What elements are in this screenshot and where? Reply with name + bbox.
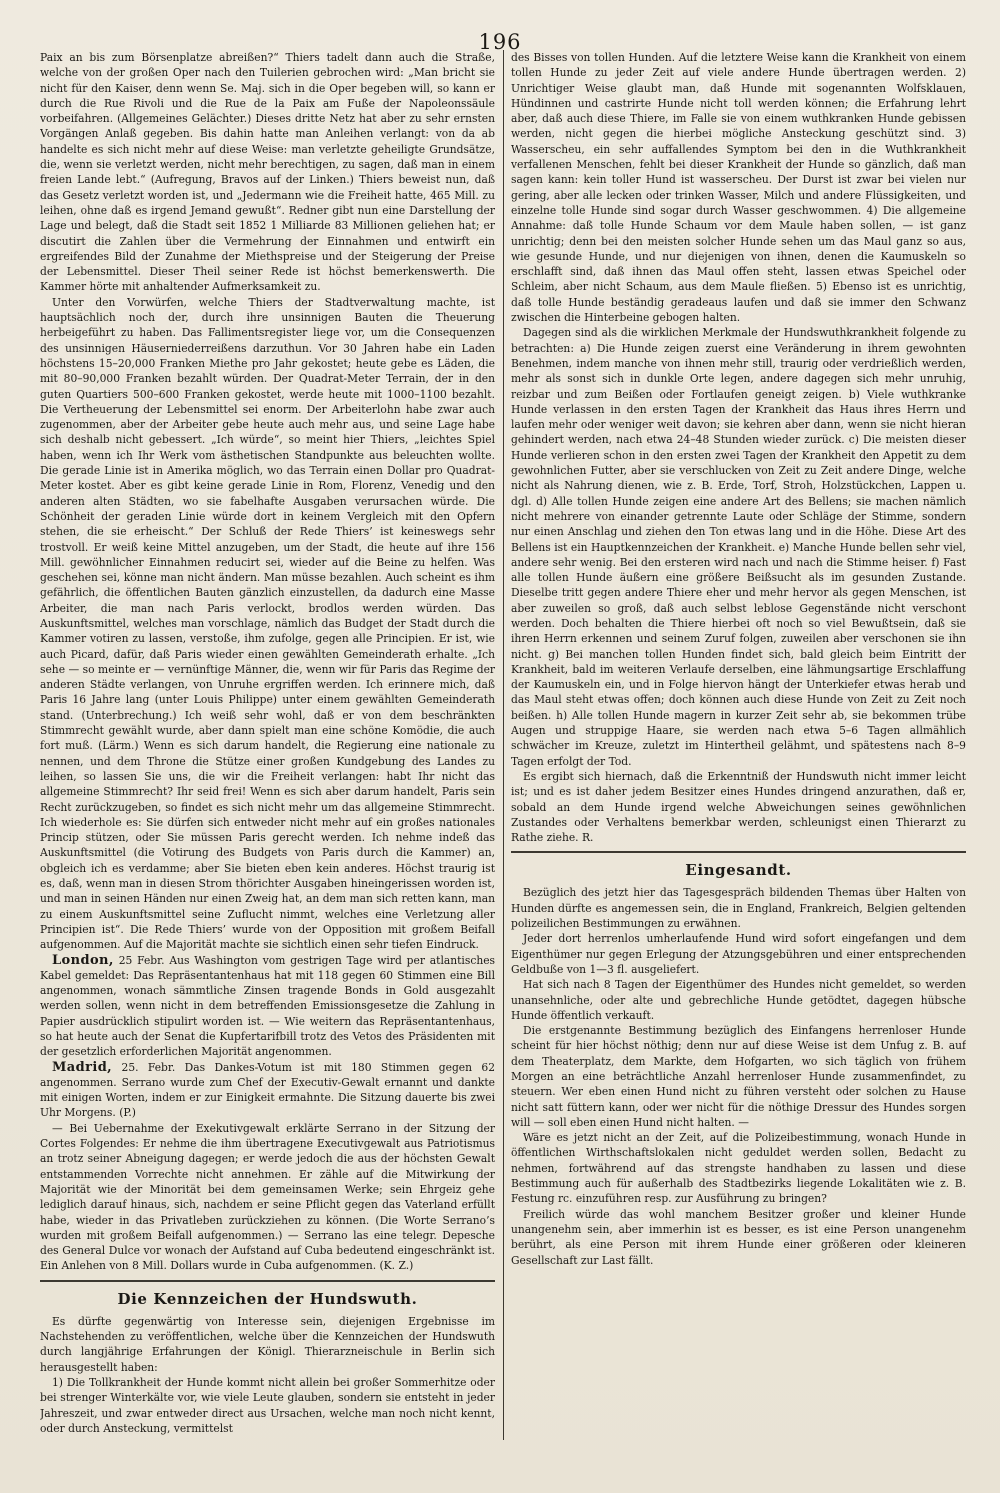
eingesandt-paragraph-5: Wäre es jetzt nicht an der Zeit, auf die Polizeibestimmung, wonach Hunde in öffentlichen Wirthschaftslokalen nicht geduldet werden sollen, Bedacht zu nehmen, fortwährend auf das strengste handhaben zu lassen und diese Bestimmung auch für außerhalb des Stadtbezirks liegende Lokalitäten wie z. B. Festung rc. einzuführen resp. zur Ausführung zu bringen?	[511, 1131, 966, 1206]
columns	[40, 50, 966, 1470]
london-dateline-city: London,	[52, 952, 114, 968]
london-dateline-date: 25 Febr.	[118, 953, 165, 967]
madrid-dateline-date: 25. Febr.	[121, 1060, 176, 1074]
article-heading-hundswuth: Die Kennzeichen der Hundswuth.	[117, 1289, 418, 1308]
london-report	[40, 953, 495, 1060]
page-number: 196	[478, 30, 522, 54]
serrano-paragraph: — Bei Uebernahme der Exekutivgewalt erklärte Serrano in der Sitzung der Cortes Folgendes: Er nehme die ihm übertragene Executivgewalt aus Patriotismus an trotz seiner Abneigung dagegen; er werde jedoch die aus der höchsten Gewalt entstammenden Vorrechte nicht annehmen. Er zähle auf die Mitwirkung der Majorität wie der Minorität bei dem gemeinsamen Werke; sein Ehrgeiz gehe lediglich darauf hinaus, sich, nachdem er seine Pflicht gegen das Vaterland erfüllt habe, wieder in das Privatleben zurückziehen zu können. (Die Worte Serrano’s wurden mit großem Beifall aufgenommen.) — Serrano las eine telegr. Depesche des General Dulce vor wonach der Aufstand auf Cuba bedeutend eingeschränkt ist. Ein Anlehen von 8 Mill. Dollars wurde in Cuba aufgenommen. (K. Z.)	[40, 1121, 495, 1273]
article-heading-eingesandt: Eingesandt.	[685, 861, 792, 880]
madrid-report	[40, 1060, 495, 1121]
madrid-dateline-city: Madrid,	[52, 1059, 113, 1075]
hundswuth-point-1: 1) Die Tollkrankheit der Hunde kommt nicht allein bei großer Sommerhitze oder bei strenger Winterkälte vor, wie viele Leute glauben, sondern sie entsteht in jeder Jahreszeit, und zwar entweder direct aus Ursachen, welche man noch nicht kennt, oder durch Ansteckung, vermittelst	[40, 1375, 495, 1435]
eingesandt-paragraph-3: Hat sich nach 8 Tagen der Eigenthümer des Hundes nicht gemeldet, so werden unansehnliche, oder alte und gebrechliche Hunde getödtet, dagegen hübsche Hunde öffentlich verkauft.	[511, 978, 966, 1022]
madrid-report-text: Das Dankes-Votum ist mit 180 Stimmen gegen 62 angenommen. Serrano wurde zum Chef der Executiv-Gewalt ernannt und dankte mit einigen Worten, indem er zur Einigkeit ermahnte. Die Sitzung dauerte bis zwei Uhr Morgens. (P.)	[40, 1060, 495, 1120]
section-divider	[40, 1280, 495, 1282]
eingesandt-paragraph-4: Die erstgenannte Bestimmung bezüglich des Einfangens herrenloser Hunde scheint für hier höchst nöthig; denn nur auf diese Weise ist dem Unfug z. B. auf dem Theaterplatz, dem Markte, dem Hofgarten, wo sich täglich von frühem Morgen an eine beträchtliche Anzahl herrenloser Hunde zusammenfindet, zu steuern. Wer eben einen Hund nicht zu führen versteht oder solchen zu Hause nicht satt füttern kann, oder wer nicht für die nöthige Dressur des Hundes sorgen will — soll eben einen Hund nicht halten. —	[511, 1024, 966, 1129]
thiers-criticism-paragraph: Unter den Vorwürfen, welche Thiers der Stadtverwaltung machte, ist hauptsächlich noch der, durch ihre unsinnigen Bauten die Theuerung herbeigeführt zu haben. Das Fallimentsregister liege vor, um die Consequenzen des unsinnigen Häuserniederreißens darzuthun. Vor 30 Jahren habe ein Laden höchstens 15–20,000 Franken Miethe pro Jahr gekostet; heute gebe es Läden, die mit 80–90,000 Franken bezahlt würden. Der Quadrat-Meter Terrain, der in den guten Quartiers 500–600 Franken gekostet, werde heute mit 1000–1100 bezahlt. Die Vertheuerung der Lebensmittel sei enorm. Der Arbeiterlohn habe zwar auch zugenommen, aber der Arbeiter gebe heute auch mehr aus, und seine Lage habe sich deshalb nicht gebessert. „Ich würde“, so meint hier Thiers, „leichtes Spiel haben, wenn ich Ihr Werk vom ästhetischen Standpunkte aus beleuchten wollte. Die gerade Linie ist in Amerika möglich, wo das Terrain einen Dollar pro Quadrat-Meter kostet. Aber es gibt keine gerade Linie in Rom, Florenz, Venedig und den anderen alten Städten, wo sie fabelhafte Ausgaben verursachen würde. Die Schönheit der geraden Linie würde dort in keinem Vergleich mit den Opfern stehen, die sie erheischt.“ Der Schluß der Rede Thiers’ ist keineswegs sehr trostvoll. Er weiß keine Mittel anzugeben, um der Stadt, die heute auf ihre 156 Mill. gewöhnlicher Einnahmen reducirt sei, wieder auf die Beine zu helfen. Was geschehen sei, könne man nicht ändern. Man müsse bezahlen. Auch scheint es ihm gefährlich, die öffentlichen Bauten gänzlich einzustellen, da dadurch eine Masse Arbeiter, die man nach Paris verlockt, brodlos werden würden. Das Auskunftsmittel, welches man vorschlage, nämlich das Budget der Stadt durch die Kammer votiren zu lassen, verstoße, ihm zufolge, gegen alle Principien. Er ist, wie auch Picard, dafür, daß Paris wieder einen gewählten Gemeinderath erhalte. „Ich sehe — so meinte er — vernünftige Männer, die, wenn wir für Paris das Regime der anderen Städte verlangen, von Unruhe ergriffen werden. Ich erinnere mich, daß Paris 16 Jahre lang (unter Louis Philippe) unter einem gewählten Gemeinderath stand. (Unterbrechung.) Ich weiß sehr wohl, daß er von dem beschränkten Stimmrecht gewählt wurde, aber dann spielt man eine schöne Komödie, die auch fort muß. (Lärm.) Wenn es sich darum handelt, die Regierung eine nationale zu nennen, und dem Throne die Stütze einer großen Kundgebung des Landes zu leihen, so lassen Sie uns, die wir die Freiheit verlangen: habt Ihr nicht das allgemeine Stimmrecht? Ihr seid frei! Wenn es sich aber darum handelt, Paris sein Recht zurückzugeben, so findet es sich nicht mehr um das allgemeine Stimmrecht. Ich wiederhole es: Sie dürfen sich entweder nicht mehr auf ein großes nationales Princip stützen, oder Sie müssen Paris gerecht werden. Ich nehme indeß das Auskunftsmittel (die Votirung des Budgets von Paris durch die Kammer) an, obgleich ich es verdamme; aber Sie bieten eben kein anderes. Höchst traurig ist es, daß, wenn man in diesen Strom thörichter Ausgaben hineingerissen worden ist, und man in seinen Händen nur einen Zweig hat, an dem man sich retten kann, man zu einem Auskunftsmittel seine Zuflucht nimmt, welches eine Verletzung aller Principien ist“. Die Rede Thiers’ wurde von der Opposition mit großem Beifall aufgenommen. Auf die Majorität machte sie sichtlich einen sehr tiefen Eindruck.	[40, 295, 495, 952]
left-column	[40, 50, 495, 1470]
thiers-speech-paragraph: Paix an bis zum Börsenplatze abreißen?“ Thiers tadelt dann auch die Straße, welche von der großen Oper nach den Tuilerien gebrochen wird: „Man bricht sie nicht für den Kaiser, denn wenn Se. Maj. sich in die Oper begeben will, so kann er durch die Rue Rivoli und die Rue de la Paix am Fuße der Napoleonssäule vorbeifahren. (Allgemeines Gelächter.) Dieses dritte Netz hat aber zu sehr ernsten Vorgängen Anlaß gegeben. Bis dahin hatte man Anleihen verlangt: von da ab handelte es sich nicht mehr auf diese Weise: man verletzte geheiligte Grundsätze, die, wenn sie verletzt werden, nicht mehr berechtigen, zu sagen, daß man in einem freien Lande lebt.“ (Aufregung, Bravos auf der Linken.) Thiers beweist nun, daß das Gesetz verletzt worden ist, und „Jedermann wie die Freiheit hatte, 465 Mill. zu leihen, ohne daß es irgend Jemand gewußt“. Redner gibt nun eine Darstellung der Lage und belegt, daß die Stadt seit 1852 1 Milliarde 83 Millionen geliehen hat; er discutirt die Zahlen über die Vermehrung der Einnahmen und entwirft ein ergreifendes Bild der Zunahme der Miethspreise und der Steigerung der Preise der Lebensmittel. Dieser Theil seiner Rede ist höchst bemerkenswerth. Die Kammer hörte mit anhaltender Aufmerksamkeit zu.	[40, 51, 495, 294]
eingesandt-paragraph-1: Bezüglich des jetzt hier das Tagesgespräch bildenden Themas über Halten von Hunden dürfte es angemessen sein, die in England, Frankreich, Belgien geltenden polizeilichen Bestimmungen zu erwähnen.	[511, 886, 966, 931]
hundswuth-symptoms: Dagegen sind als die wirklichen Merkmale der Hundswuthkrankheit folgende zu betrachten: a) Die Hunde zeigen zuerst eine Veränderung in ihrem gewohnten Benehmen, indem manche von ihnen mehr still, traurig oder verdrießlich werden, mehr als sonst sich in dunkle Orte legen, andere dagegen sich mehr unruhig, reizbar und zum Beißen oder Fortlaufen geneigt zeigen. b) Viele wuthkranke Hunde verlassen in den ersten Tagen der Krankheit das Haus ihres Herrn und laufen mehr oder weniger weit davon; sie kehren aber dann, wenn sie nicht hieran gehindert werden, nach etwa 24–48 Stunden wieder zurück. c) Die meisten dieser Hunde verlieren schon in den ersten zwei Tagen der Krankheit den Appetit zu dem gewohnlichen Futter, aber sie verschlucken von Zeit zu Zeit andere Dinge, welche nicht als Nahrung dienen, wie z. B. Erde, Torf, Stroh, Holzstückchen, Lappen u. dgl. d) Alle tollen Hunde zeigen eine andere Art des Bellens; sie machen nämlich nicht mehrere von einander getrennte Laute oder Schläge der Stimme, sondern nur einen Anschlag und ziehen den Ton etwas lang und in die Höhe. Diese Art des Bellens ist ein Hauptkennzeichen der Krankheit. e) Manche Hunde bellen sehr viel, andere sehr wenig. Bei den ersteren wird nach und nach die Stimme heiser. f) Fast alle tollen Hunde äußern eine größere Beißsucht als im gesunden Zustande. Dieselbe tritt gegen andere Thiere eher und mehr hervor als gegen Menschen, ist aber zuweilen so groß, daß auch selbst leblose Gegenstände nicht verschont werden. Doch behalten die Thiere hierbei oft noch so viel Bewußtsein, daß sie ihren Herrn erkennen und seinem Zuruf folgen, zuweilen aber verschonen sie ihn nicht. g) Bei manchen tollen Hunden findet sich, bald gleich beim Eintritt der Krankheit, bald im weiteren Verlaufe derselben, eine lähmungsartige Erschlaffung der Kaumuskeln ein, und in Folge hiervon hängt der Unterkiefer etwas herab und das Maul steht etwas offen; doch können auch diese Hunde von Zeit zu Zeit noch beißen. h) Alle tollen Hunde magern in kurzer Zeit sehr ab, sie bekommen trübe Augen und struppige Haare, sie werden nach etwa 5–6 Tagen allmählich schwächer im Kreuze, zuletzt im Hintertheil gelähmt, und spätestens nach 8–9 Tagen erfolgt der Tod.	[511, 326, 966, 768]
hundswuth-signature: R.	[581, 831, 594, 845]
london-report-text: Aus Washington vom gestrigen Tage wird per atlantisches Kabel gemeldet: Das Repräsentantenhaus hat mit 118 gegen 60 Stimmen eine Bill angenommen, wonach sämmtliche Zinsen tragende Bonds in Gold ausgezahlt werden sollen, wenn nicht in dem betreffenden Emissionsgesetze die Zahlung in Papier ausdrücklich stipulirt worden ist. — Wie weitern das Repräsentantenhaus, so hat heute auch der Senat die Kupfertarifbill trotz des Vetos des Präsidenten mit der gesetzlich erforderlichen Majorität angenommen.	[40, 953, 495, 1059]
right-column	[511, 50, 966, 1470]
section-divider	[511, 851, 966, 853]
hundswuth-continuation: des Bisses von tollen Hunden. Auf die letztere Weise kann die Krankheit von einem tollen Hunde zu jeder Zeit auf viele andere Hunde übertragen werden. 2) Unrichtiger Weise glaubt man, daß Hunde mit sogenannten Wolfsklauen, Hündinnen und castrirte Hunde nicht toll werden können; die Erfahrung lehrt aber, daß auch diese Thiere, im Falle sie von einem wuthkranken Hunde gebissen werden, nicht gegen die hierbei mögliche Ansteckung geschützt sind. 3) Wasserscheu, ein sehr auffallendes Symptom bei den in die Wuthkrankheit verfallenen Menschen, fehlt bei dieser Krankheit der Hunde so gänzlich, daß man sagen kann: kein toller Hund ist wasserscheu. Der Durst ist zwar bei vielen nur gering, aber alle lecken oder trinken Wasser, Milch und andere Flüssigkeiten, und einzelne tolle Hunde sind sogar durch Wasser geschwommen. 4) Die allgemeine Annahme: daß tolle Hunde Schaum vor dem Maule haben sollen, — ist ganz unrichtig; denn bei den meisten solcher Hunde sehen um das Maul ganz so aus, wie gesunde Hunde, und nur diejenigen von ihnen, denen die Kaumuskeln so erschlafft sind, daß ihnen das Maul offen steht, lassen etwas Speichel oder Schleim, aber nicht Schaum, aus dem Maule fließen. 5) Ebenso ist es unrichtig, daß tolle Hunde beständig geradeaus laufen und daß sie immer den Schwanz zwischen die Hinterbeine gebogen halten.	[511, 51, 966, 325]
eingesandt-paragraph-2: Jeder dort herrenlos umherlaufende Hund wird sofort eingefangen und dem Eigenthümer nur gegen Erlegung der Atzungsgebühren und einer entsprechenden Geldbuße von 1—3 fl. ausgeliefert.	[511, 932, 966, 976]
hundswuth-conclusion-text: Es ergibt sich hiernach, daß die Erkenntniß der Hundswuth nicht immer leicht ist; und es ist daher jedem Besitzer eines Hundes dringend anzurathen, daß er, sobald an dem Hunde irgend welche Abweichungen seines gewöhnlichen Zustandes oder Verhaltens bemerkbar werden, schleunigst einen Thierarzt zu Rathe ziehe.	[511, 769, 966, 845]
hundswuth-intro: Es dürfte gegenwärtig von Interesse sein, diejenigen Ergebnisse im Nachstehenden zu veröffentlichen, welche über die Kennzeichen der Hundswuth durch langjährige Erfahrungen der Königl. Thierarzneischule in Berlin sich herausgestellt haben:	[40, 1314, 495, 1374]
eingesandt-paragraph-6: Freilich würde das wohl manchem Besitzer großer und kleiner Hunde unangenehm sein, aber immerhin ist es besser, es ist eine Person unangenehm berührt, als eine Person mit ihrem Hunde einer größeren oder kleineren Gesellschaft zur Last fällt.	[511, 1207, 966, 1267]
hundswuth-conclusion	[511, 769, 966, 845]
